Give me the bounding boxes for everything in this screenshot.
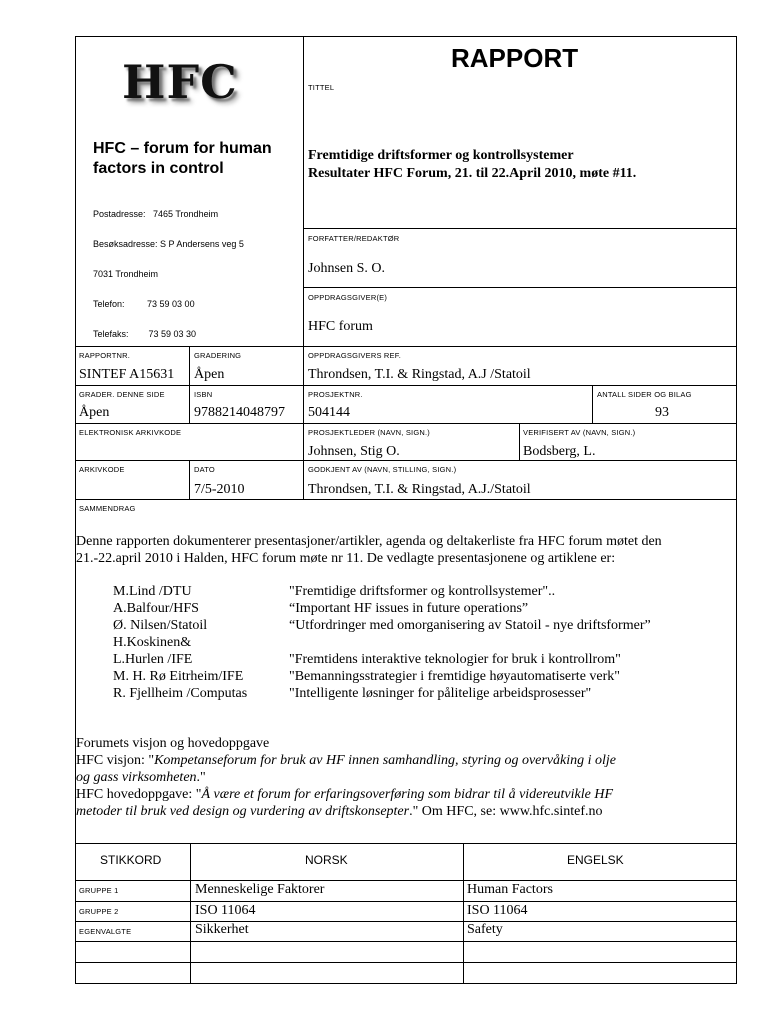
dato-label: DATO (194, 465, 215, 474)
divider (303, 228, 736, 229)
antall-value: 93 (655, 405, 669, 420)
forfatter-value: Johnsen S. O. (308, 261, 386, 276)
presentation-author: H.Koskinen& (113, 635, 192, 650)
presentation-title: "Fremtidige driftsformer og kontrollsystemer".. (289, 584, 556, 599)
divider (592, 385, 593, 423)
forfatter-label: FORFATTER/REDAKTØR (308, 234, 400, 243)
vision-suffix: ." (196, 770, 206, 785)
list-item (113, 668, 620, 685)
keyword-engelsk: Human Factors (467, 882, 553, 897)
verifisert-value: Bodsberg, L. (523, 444, 596, 459)
engelsk-header: ENGELSK (567, 853, 624, 867)
list-item (113, 651, 621, 668)
group-label: GRUPPE 1 (79, 886, 119, 895)
divider (76, 962, 736, 963)
presentation-author: R. Fjellheim /Computas (113, 686, 248, 701)
vision-line2 (76, 769, 616, 786)
prosjektnr-label: PROSJEKTNR. (308, 390, 363, 399)
divider (76, 385, 736, 386)
presentation-title: "Bemanningsstrategier i fremtidige høyautomatiserte verk" (289, 669, 620, 684)
gradering-label: GRADERING (194, 351, 242, 360)
ref-label: OPPDRAGSGIVERS REF. (308, 351, 401, 360)
task-text: metoder til bruk ved design og vurdering av driftskonsepter (76, 804, 410, 819)
sammendrag-label: SAMMENDRAG (79, 504, 136, 513)
presentation-author: L.Hurlen /IFE (113, 652, 193, 667)
gradering-value: Åpen (194, 367, 225, 382)
list-item (113, 634, 247, 651)
oppdragsgiver-label: OPPDRAGSGIVER(E) (308, 293, 388, 302)
task-line1 (76, 786, 616, 803)
address-line: Telefon: 73 59 03 00 (93, 299, 195, 309)
keyword-engelsk: ISO 11064 (467, 903, 528, 918)
arkivkode-label: ARKIVKODE (79, 465, 125, 474)
divider (76, 499, 736, 500)
task-prefix: HFC hovedoppgave: " (76, 787, 202, 802)
isbn-value: 9788214048797 (194, 405, 285, 420)
presentation-author: Ø. Nilsen/Statoil (113, 618, 208, 633)
presentation-list (113, 583, 651, 702)
vision-line1 (76, 752, 616, 769)
divider (76, 423, 736, 424)
summary-intro-line2: 21.-22.april 2010 i Halden, HFC forum møte nr 11. De vedlagte presentasjonene og artiklene er: (76, 551, 616, 566)
norsk-header: NORSK (305, 853, 348, 867)
org-name-line1: HFC – forum for human (93, 140, 272, 157)
address-line: 7031 Trondheim (93, 269, 159, 279)
task-line2 (76, 803, 616, 820)
oppdragsgiver-value: HFC forum (308, 319, 373, 334)
report-cover-page (75, 36, 737, 984)
keyword-norsk: ISO 11064 (195, 903, 256, 918)
isbn-label: ISBN (194, 390, 213, 399)
divider (463, 843, 464, 983)
rapportnr-value: SINTEF A15631 (79, 367, 175, 382)
divider (76, 941, 736, 942)
list-item (113, 583, 556, 600)
prosjektleder-label: PROSJEKTLEDER (NAVN, SIGN.) (308, 428, 430, 437)
prosjektnr-value: 504144 (308, 405, 350, 420)
address-line: Besøksadresse: S P Andersens veg 5 (93, 239, 244, 249)
divider (76, 460, 736, 461)
report-title-line2: Resultater HFC Forum, 21. til 22.April 2010, møte #11. (308, 166, 637, 181)
grader-side-label: GRADER. DENNE SIDE (79, 390, 165, 399)
divider (76, 901, 736, 902)
godkjent-value: Throndsen, T.I. & Ringstad, A.J./Statoil (308, 482, 531, 497)
godkjent-label: GODKJENT AV (NAVN, STILLING, SIGN.) (308, 465, 457, 474)
presentation-author: M. H. Rø Eitrheim/IFE (113, 669, 244, 684)
keyword-norsk: Sikkerhet (195, 922, 249, 937)
dato-value: 7/5-2010 (194, 482, 245, 497)
divider (303, 37, 304, 465)
divider (519, 423, 520, 460)
keyword-engelsk: Safety (467, 922, 503, 937)
presentation-title: “Important HF issues in future operations” (289, 601, 529, 616)
presentation-title: "Intelligente løsninger for pålitelige arbeidsprosesser" (289, 686, 592, 701)
address-line: Postadresse: 7465 Trondheim (93, 209, 219, 219)
hfc-logo: HFC (122, 55, 238, 109)
divider (76, 921, 736, 922)
presentation-author: A.Balfour/HFS (113, 601, 199, 616)
divider (76, 346, 736, 347)
keyword-norsk: Menneskelige Faktorer (195, 882, 325, 897)
vision-prefix: HFC visjon: " (76, 753, 155, 768)
divider (303, 460, 304, 499)
report-title (308, 147, 636, 183)
divider (190, 843, 191, 983)
group-label: GRUPPE 2 (79, 907, 119, 916)
antall-label: ANTALL SIDER OG BILAG (597, 390, 692, 399)
list-item (113, 600, 529, 617)
address-line: Telefaks: 73 59 03 30 (93, 329, 197, 339)
list-item (113, 617, 651, 634)
org-address (93, 189, 244, 359)
rapportnr-label: RAPPORTNR. (79, 351, 131, 360)
ref-value: Throndsen, T.I. & Ringstad, A.J /Statoil (308, 367, 531, 382)
vision-text: og gass virksomheten (76, 770, 197, 785)
vision-text: Kompetanseforum for bruk av HF innen samhandling, styring og overvåking i olje (154, 753, 617, 768)
group-label: EGENVALGTE (79, 927, 132, 936)
divider (76, 880, 736, 881)
task-suffix: ." Om HFC, se: www.hfc.sintef.no (409, 804, 603, 819)
divider (76, 843, 736, 844)
elektronisk-arkivkode-label: ELEKTRONISK ARKIVKODE (79, 428, 182, 437)
summary-intro (76, 533, 662, 567)
doc-type-heading: RAPPORT (451, 43, 579, 73)
vision-section (76, 735, 616, 820)
summary-intro-line1: Denne rapporten dokumenterer presentasjoner/artikler, agenda og deltakerliste fra HFC forum møtet den (76, 534, 662, 549)
list-item (113, 685, 592, 702)
prosjektleder-value: Johnsen, Stig O. (308, 444, 400, 459)
org-name-line2: factors in control (93, 160, 224, 177)
vision-heading: Forumets visjon og hovedoppgave (76, 736, 270, 751)
stikkord-header: STIKKORD (100, 853, 162, 867)
divider (189, 460, 190, 499)
presentation-author: M.Lind /DTU (113, 584, 192, 599)
divider (303, 287, 736, 288)
report-title-line1: Fremtidige driftsformer og kontrollsystemer (308, 148, 574, 163)
verifisert-label: VERIFISERT AV (NAVN, SIGN.) (523, 428, 636, 437)
task-text: Å være et forum for erfaringsoverføring som bidrar til å videreutvikle HF (201, 787, 614, 802)
tittel-label: TITTEL (308, 83, 335, 92)
divider (189, 346, 190, 423)
presentation-title: “Utfordringer med omorganisering av Statoil - nye driftsformer” (289, 618, 651, 633)
presentation-title: "Fremtidens interaktive teknologier for bruk i kontrollrom" (289, 652, 621, 667)
grader-side-value: Åpen (79, 405, 110, 420)
org-name (93, 139, 272, 179)
